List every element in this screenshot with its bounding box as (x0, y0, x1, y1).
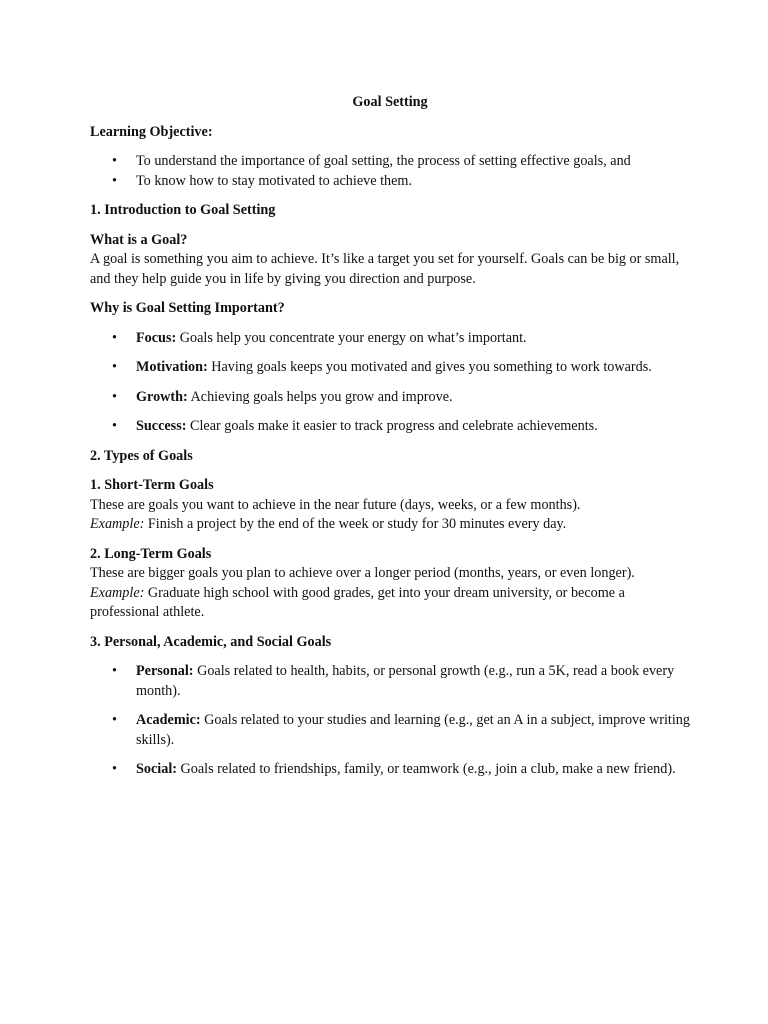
list-item: • Motivation: Having goals keeps you motivated and gives you something to work towards. (90, 358, 690, 378)
bullet-icon: • (112, 712, 117, 728)
list-item: • To know how to stay motivated to achieve them. (90, 172, 690, 192)
item-term: Success: (136, 418, 187, 434)
short-term-text: These are goals you want to achieve in the near future (days, weeks, or a few months). (90, 496, 581, 513)
bullet-icon: • (112, 663, 117, 679)
item-term: Personal: (136, 663, 194, 679)
item-term: Social: (136, 761, 177, 777)
bullet-icon: • (112, 388, 117, 405)
list-item: • Growth: Achieving goals helps you grow and improve. (90, 388, 690, 408)
example-label: Example: (90, 584, 145, 601)
categories-heading: 3. Personal, Academic, and Social Goals (90, 633, 332, 650)
example-label: Example: (90, 516, 145, 532)
bullet-icon: • (112, 329, 117, 346)
section-2-heading: 2. Types of Goals (90, 447, 193, 464)
why-important-list (90, 329, 690, 437)
list-item: • Social: Goals related to friendships, family, or teamwork (e.g., join a club, make a new friend). (90, 760, 690, 780)
what-is-goal-heading: What is a Goal? (90, 231, 188, 248)
short-term-example: Example: Finish a project by the end of the week or study for 30 minutes every day. (90, 516, 567, 532)
why-important-heading: Why is Goal Setting Important? (90, 300, 285, 316)
long-term-text: These are bigger goals you plan to achieve over a longer period (months, years, or even longer). (90, 565, 635, 581)
learning-objective-list (90, 152, 690, 191)
bullet-icon: • (112, 418, 117, 434)
item-term: Focus: (136, 329, 177, 346)
long-term-heading: 2. Long-Term Goals (90, 545, 212, 562)
document-content (90, 93, 690, 780)
bullet-icon: • (112, 172, 117, 189)
bullet-icon: • (112, 359, 117, 375)
item-term: Academic: (136, 712, 201, 728)
bullet-icon: • (112, 761, 117, 777)
list-item: • Personal: Goals related to health, habits, or personal growth (e.g., run a 5K, read a book every month). (112, 663, 675, 699)
long-term-example: Example: Graduate high school with good grades, get into your dream university, or become a professional athlete. (90, 584, 625, 620)
list-item: • Focus: Goals help you concentrate your energy on what’s important. (90, 329, 690, 349)
bullet-icon: • (112, 153, 117, 169)
list-item: • Academic: Goals related to your studies and learning (e.g., get an A in a subject, improve writing skills). (112, 712, 690, 748)
categories-list (90, 662, 690, 780)
item-term: Growth: (136, 388, 188, 405)
list-item: • Success: Clear goals make it easier to track progress and celebrate achievements. (90, 417, 690, 437)
what-is-goal-text: A goal is something you aim to achieve. It’s like a target you set for yourself. Goals can be big or small, and they help guide you in life by giving you direction and purpose. (90, 251, 680, 287)
item-term: Motivation: (136, 359, 208, 375)
learning-objective-heading: Learning Objective: (90, 123, 213, 140)
section-1-heading: 1. Introduction to Goal Setting (90, 202, 276, 218)
page-title: Goal Setting (352, 94, 428, 110)
list-item: • To understand the importance of goal setting, the process of setting effective goals, and (90, 152, 690, 172)
short-term-heading: 1. Short-Term Goals (90, 477, 214, 493)
